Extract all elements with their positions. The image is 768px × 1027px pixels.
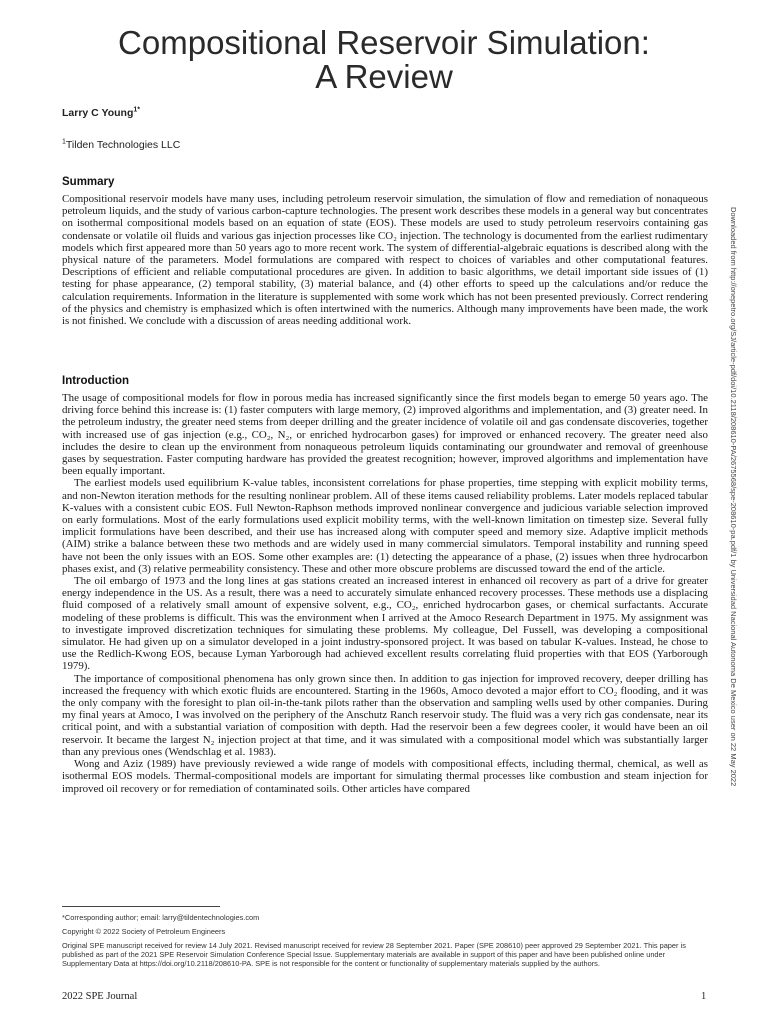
footnote-divider	[62, 906, 220, 907]
affiliation	[62, 139, 180, 151]
introduction-heading: Introduction	[62, 375, 130, 387]
title-line-1: Compositional Reservoir Simulation:	[118, 24, 650, 61]
title-line-2: A Review	[315, 58, 453, 95]
footnote-copyright: Copyright © 2022 Society of Petroleum Engineers	[62, 927, 226, 936]
author-text: Larry C Young	[62, 107, 134, 119]
summary-paragraph: Compositional reservoir models have many uses, including petroleum reservoir simulation, the simulation of flow and remediation of nonaqueous petroleum liquids, and the study of various carbon-capture technologies. The present work describes these models in a general way but concentrates on isothermal compositional models based on an equation of state (EOS). These models are used to study petroleum reservoirs containing gas condensate or volatile oil fluids and various gas injection processes like CO₂ injection. The technology is documented from the earliest rudimentary models which first appeared more than 50 years ago to more recent work. The system of differential-algebraic equations is described along with the physical nature of the parameters. Model formulations are compared with respect to choices of variables and other computational features. Descriptions of efficient and reliable computational procedures are given. In addition to basic algorithms, we detail important side issues of (1) testing for phase appearance, (2) temporal stability, (3) material balance, and (4) other efforts to speed up the calculations and/or reduce the calculation requirements. Information in the literature is supplemented with some work which has not been presented previously. Correct rendering of the physics and chemistry is emphasized which is often intertwined with the numerics. Although many improvements have been made, the work is not finished. We conclude with a discussion of areas needing additional work.	[62, 193, 708, 328]
affiliation-mark: 1	[62, 138, 66, 146]
paper-title	[0, 26, 768, 94]
author-name	[62, 107, 140, 119]
intro-paragraph-2: The earliest models used equilibrium K-value tables, inconsistent correlations for phase properties, time stepping with explicit mobility terms, and non-Newton iteration methods for the resulting nonlinear problem. All of these items caused reliability problems. Later models replaced tabular K-values with a consistent cubic EOS. Full Newton-Raphson methods improved nonlinear convergence and judicious variable selection improved on early formulations. Most of the early formulations used explicit mobility terms, with the well-known limitation on timestep size. Several fully implicit formulations have been described, and their use has increased along with computer speed and memory size. Adaptive implicit methods (AIM) strike a balance between these two methods and are widely used in many commercial simulators. Temporal instability and running speed have not been the only issues with an EOS. Some other examples are: (1) detecting the appearance of a phase, (2) issues when three hydrocarbon phases exist, and (3) relative permeability consistency. These and other more obscure problems are discussed toward the end of the article.	[62, 477, 708, 575]
author-marks: 1*	[133, 106, 140, 114]
footnote-corresponding: *Corresponding author; email: larry@tildentechnologies.com	[62, 913, 260, 922]
affiliation-text: Tilden Technologies LLC	[65, 139, 181, 151]
journal-footer: 2022 SPE Journal	[62, 991, 138, 1002]
page-number: 1	[701, 991, 707, 1002]
intro-paragraph-1: The usage of compositional models for flow in porous media has increased significantly since the first models began to emerge 50 years ago. The driving force behind this increase is: (1) faster computers with large memory, (2) improved algorithms and implementation, and (3) greater need. In the petroleum industry, the greater need stems from deeper drilling and the greater incidence of volatile oil and gas condensate discoveries, together with increased use of gas injection (e.g., CO₂, N₂, or enriched hydrocarbon gases) for improved or enhanced recovery. The greater need also includes the desire to clean up the environment from nonaqueous petroleum liquids contaminating our groundwater and removal of greenhouse gases by sequestration. Faster computing hardware has provided the greatest recognition; however, improved algorithms and implementation have been equally important.	[62, 392, 708, 478]
summary-heading: Summary	[62, 176, 115, 188]
intro-paragraph-5: Wong and Aziz (1989) have previously reviewed a wide range of models with compositional effects, including thermal, chemical, as well as isothermal EOS models. Thermal-compositional models are important for simulating thermal processes like combustion and steam injection for improved oil recovery or for remediation of contaminated soils. Other articles have compared	[62, 758, 708, 795]
download-notice: Downloaded from http://onepetro.org/SJ/article-pdf/doi/10.2118/208610-PA/2675568/spe-208610-pa.pdf/1 by Universidad Nacional Autonoma De Mexico user on 22 May 2022	[729, 207, 738, 787]
intro-paragraph-3: The oil embargo of 1973 and the long lines at gas stations created an increased interest in enhanced oil recovery as part of a drive for greater energy independence in the US. As a result, there was a need to accurately simulate enhanced recovery processes. These methods use a displacing fluid composed of a relatively small amount of expensive solvent, e.g., CO₂, enriched hydrocarbon gases, or chemical surfactants. Accurate modeling of these problems is difficult. This was the environment when I arrived at the Amoco Research Department in 1975. My assignment was to investigate improved discretization techniques for simulating these problems. My colleague, Del Fussell, was developing a compositional simulator. He had given up on a simulator developed in a joint industry-sponsored project. It was based on tabular K-values. Instead, he chose to use the Redlich-Kwong EOS, because Lyman Yarborough had achieved excellent results correlating fluid properties with that EOS (Yarborough 1979).	[62, 575, 708, 673]
introduction-text	[62, 392, 708, 795]
intro-paragraph-4: The importance of compositional phenomena has only grown since then. In addition to gas injection for improved recovery, deeper drilling has increased the frequency with which exotic fluids are encountered. Starting in the 1960s, Amoco devoted a major effort to CO₂ flooding, and it was the only company with the foresight to plan oil-in-the-tank pilots rather than the observation and sampling wells used by other companies. During my final years at Amoco, I was involved on the periphery of the Anschutz Ranch reservoir study. The fluid was a very rich gas condensate, near its critical point, and with a substantial variation of composition with depth. Had the reservoir been a few degrees cooler, it would have been an oil reservoir. It became the largest N₂ injection project at that time, and it was simulated with a compositional model which was substantially larger than any previous ones (Wendschlag et al. 1983).	[62, 672, 708, 758]
footnote-history: Original SPE manuscript received for review 14 July 2021. Revised manuscript received for review 28 September 2021. Paper (SPE 208610) peer approved 29 September 2021. This paper is published as part of the 2021 SPE Reservoir Simulation Conference Special Issue. Supplementary materials are available in support of this paper and have been published online under Supplementary Data at https://doi.org/10.2118/208610-PA. SPE is not responsible for the content or functionality of supplementary materials supplied by the authors.	[62, 941, 686, 968]
summary-text	[62, 193, 708, 327]
